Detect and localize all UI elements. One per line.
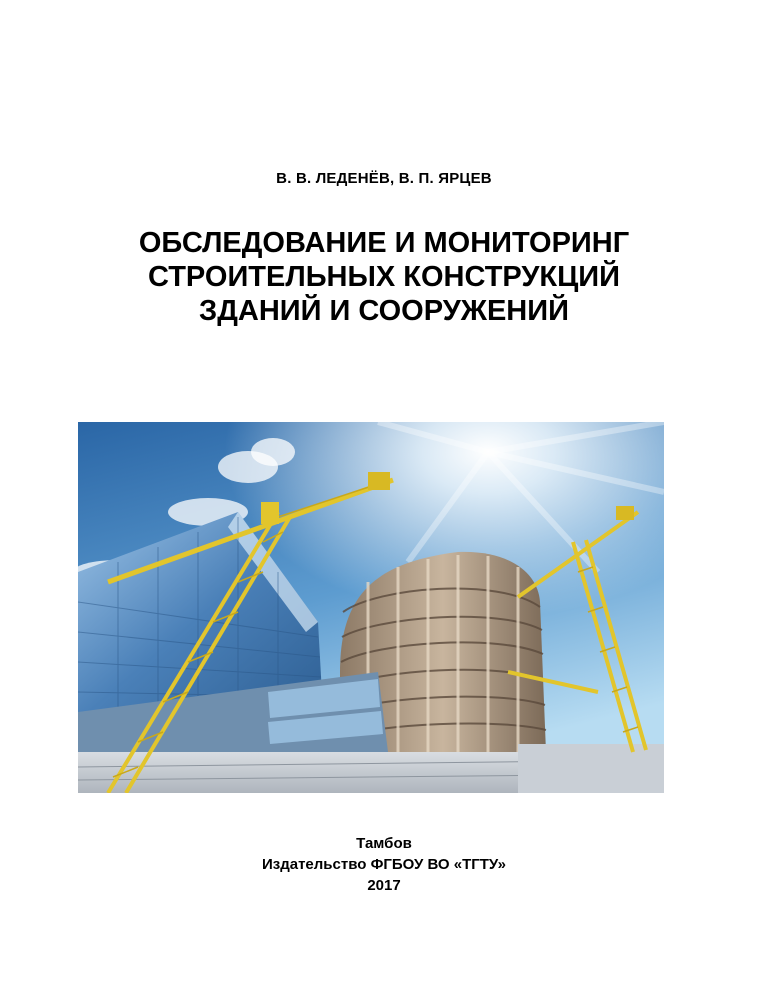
title-line-2: СТРОИТЕЛЬНЫХ КОНСТРУКЦИЙ bbox=[148, 261, 620, 293]
city: Тамбов bbox=[356, 835, 412, 852]
title-line-1: ОБСЛЕДОВАНИЕ И МОНИТОРИНГ bbox=[138, 227, 630, 259]
publisher: Издательство ФГБОУ ВО «ТГТУ» bbox=[261, 856, 507, 873]
cover-photo bbox=[78, 422, 664, 793]
book-title bbox=[0, 226, 768, 328]
imprint bbox=[0, 833, 768, 896]
authors: В. В. ЛЕДЕНЁВ, В. П. ЯРЦЕВ bbox=[276, 170, 492, 187]
year: 2017 bbox=[367, 877, 401, 894]
title-line-3: ЗДАНИЙ И СООРУЖЕНИЙ bbox=[199, 295, 569, 327]
